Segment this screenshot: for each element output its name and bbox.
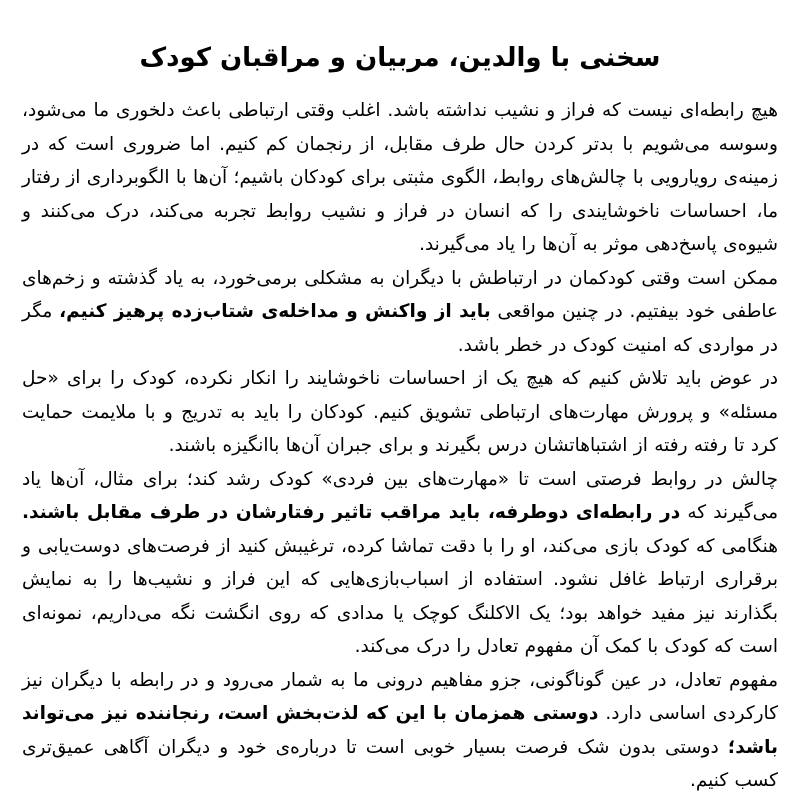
paragraph — [22, 94, 778, 262]
paragraph — [22, 463, 778, 664]
page-title: سخنی با والدین، مربیان و مراقبان کودک — [139, 43, 661, 73]
bold-run: دوستی همزمان با این که لذت‌بخش است، رنجاننده نیز می‌تواند باشد؛ — [22, 703, 778, 758]
text-run: هنگامی که کودک بازی می‌کند، او را با دقت تماشا کرده، ترغیبش کنید از فرصت‌های دوست‌یابی و برقراری ارتباط غافل نشود. استفاده از اسباب‌بازی‌هایی که این فراز و نشیب‌ها را به نمایش بگذارند نیز مفید خواهد بود؛ یک الاکلنگ کوچک یا مدادی که روی انگشت نگه می‌داریم، نمونه‌ای است که کودک با کمک آن مفهوم تعادل را درک می‌کند. — [22, 535, 778, 657]
bold-run: در رابطه‌ای دوطرفه، باید مراقب تاثیر رفتارشان در طرف مقابل باشند. — [22, 502, 681, 523]
paragraph — [22, 664, 778, 798]
text-run: هیچ رابطه‌ای نیست که فراز و نشیب نداشته باشد. اغلب وقتی ارتباطی باعث دلخوری ما می‌شود، وسوسه می‌شویم با بدتر کردن حال طرف مقابل، از رنجمان کم کنیم. اما ضروری است که در زمینه‌ی رویارویی با چالش‌های روابط، الگوی مثبتی برای کودکان باشیم؛ آن‌ها با الگوبرداری از رفتار ما، احساسات ناخوشایندی را که انسان در فراز و نشیب روابط تجربه می‌کند، درک می‌کنند و شیوه‌ی پاسخ‌دهی موثر به آن‌ها را یاد می‌گیرند. — [22, 100, 778, 255]
bold-run: باید از واکنش و مداخله‌ی شتاب‌زده پرهیز کنیم، — [59, 301, 491, 322]
text-run: مگر در مواردی که امنیت کودک در خطر باشد. — [22, 301, 778, 356]
text-run: مفهوم تعادل، در عین گوناگونی، جزو مفاهیم درونی ما به شمار می‌رود و در رابطه با دیگران نیز کارکردی اساسی دارد. — [22, 669, 778, 724]
text-run: ممکن است وقتی کودکمان در ارتباطش با دیگران به مشکلی برمی‌خورد، به یاد گذشته و زخم‌های عاطفی خود بیفتیم. در چنین مواقعی — [22, 267, 778, 322]
text-run: در عوض باید تلاش کنیم که هیچ یک از احساسات ناخوشایند را انکار نکرده، کودک را برای «حل مسئله» و پرورش مهارت‌های ارتباطی تشویق کنیم. کودکان را باید به تدریج و با ملایمت حمایت کرد تا رفته رفته از اشتباهاتشان درس بگیرند و برای جبران آن‌ها باانگیزه باشند. — [22, 368, 778, 456]
paragraph — [22, 362, 778, 463]
text-run: چالش در روابط فرصتی است تا «مهارت‌های بین فردی» کودک رشد کند؛ برای مثال، آن‌ها یاد می‌گیرند که — [22, 468, 778, 523]
text-run: دوستی بدون شک فرصت بسیار خوبی است تا درباره‌ی خود و دیگران آگاهی عمیق‌تری کسب کنیم. — [22, 736, 778, 791]
article-body — [22, 94, 778, 798]
paragraph — [22, 262, 778, 363]
